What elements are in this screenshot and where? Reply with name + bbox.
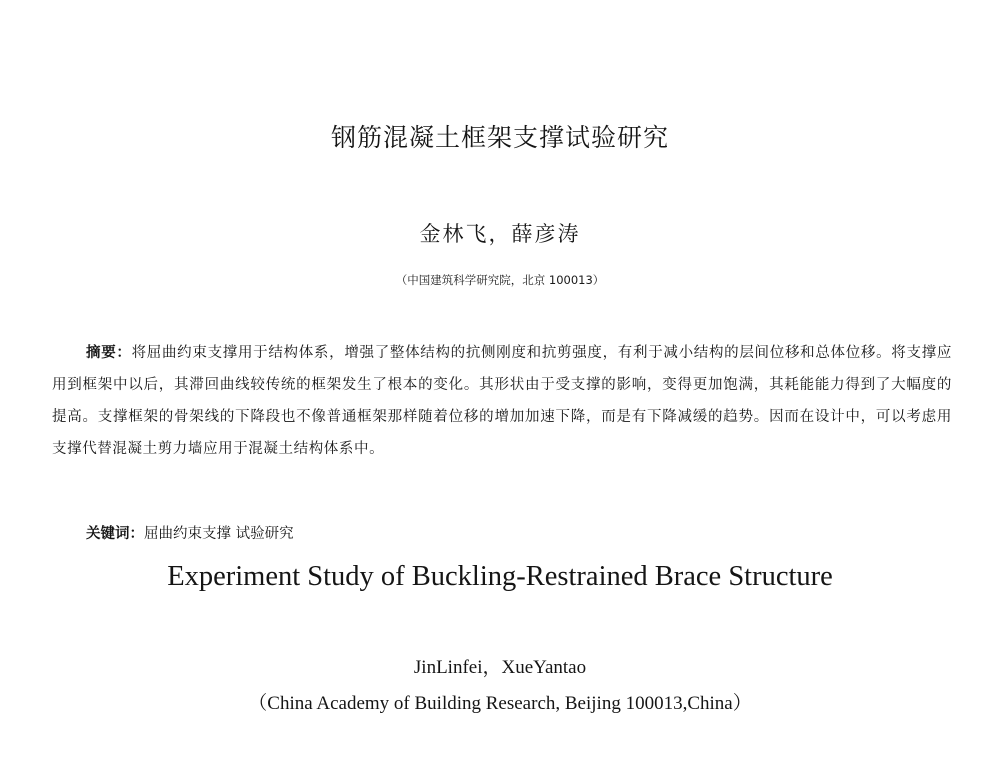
affiliation-chinese: （中国建筑科学研究院，北京 100013） xyxy=(395,273,605,287)
paper-title-chinese: 钢筋混凝土框架支撑试验研究 xyxy=(330,123,669,152)
keywords-label: 关键词： xyxy=(86,525,144,542)
abstract-text: 将屈曲约束支撑用于结构体系，增强了整体结构的抗侧刚度和抗剪强度，有利于减小结构的层间位移和总体位移。将支撑应用到框架中以后，其滞回曲线较传统的框架发生了根本的变化。其形状由于受支撑的影响，变得更加饱满，其耗能能力得到了大幅度的提高。支撑框架的骨架线的下降段也不像普通框架那样随着位移的增加加速下降，而是有下降减缓的趋势。因而在设计中，可以考虑用支撑代替混凝土剪力墙应用于混凝土结构体系中。 xyxy=(52,345,952,457)
paper-title-english: Experiment Study of Buckling-Restrained Brace Structure xyxy=(167,561,833,592)
affiliation-english: （China Academy of Building Research, Beijing 100013,China） xyxy=(248,693,752,714)
authors-chinese: 金林飞，薛彦涛 xyxy=(419,222,581,246)
abstract-paragraph xyxy=(52,337,952,465)
authors-english: JinLinfei，XueYantao xyxy=(413,657,587,678)
keywords-text: 屈曲约束支撑 试验研究 xyxy=(144,526,294,542)
keywords-line xyxy=(86,522,294,543)
abstract-label: 摘要： xyxy=(86,344,132,361)
